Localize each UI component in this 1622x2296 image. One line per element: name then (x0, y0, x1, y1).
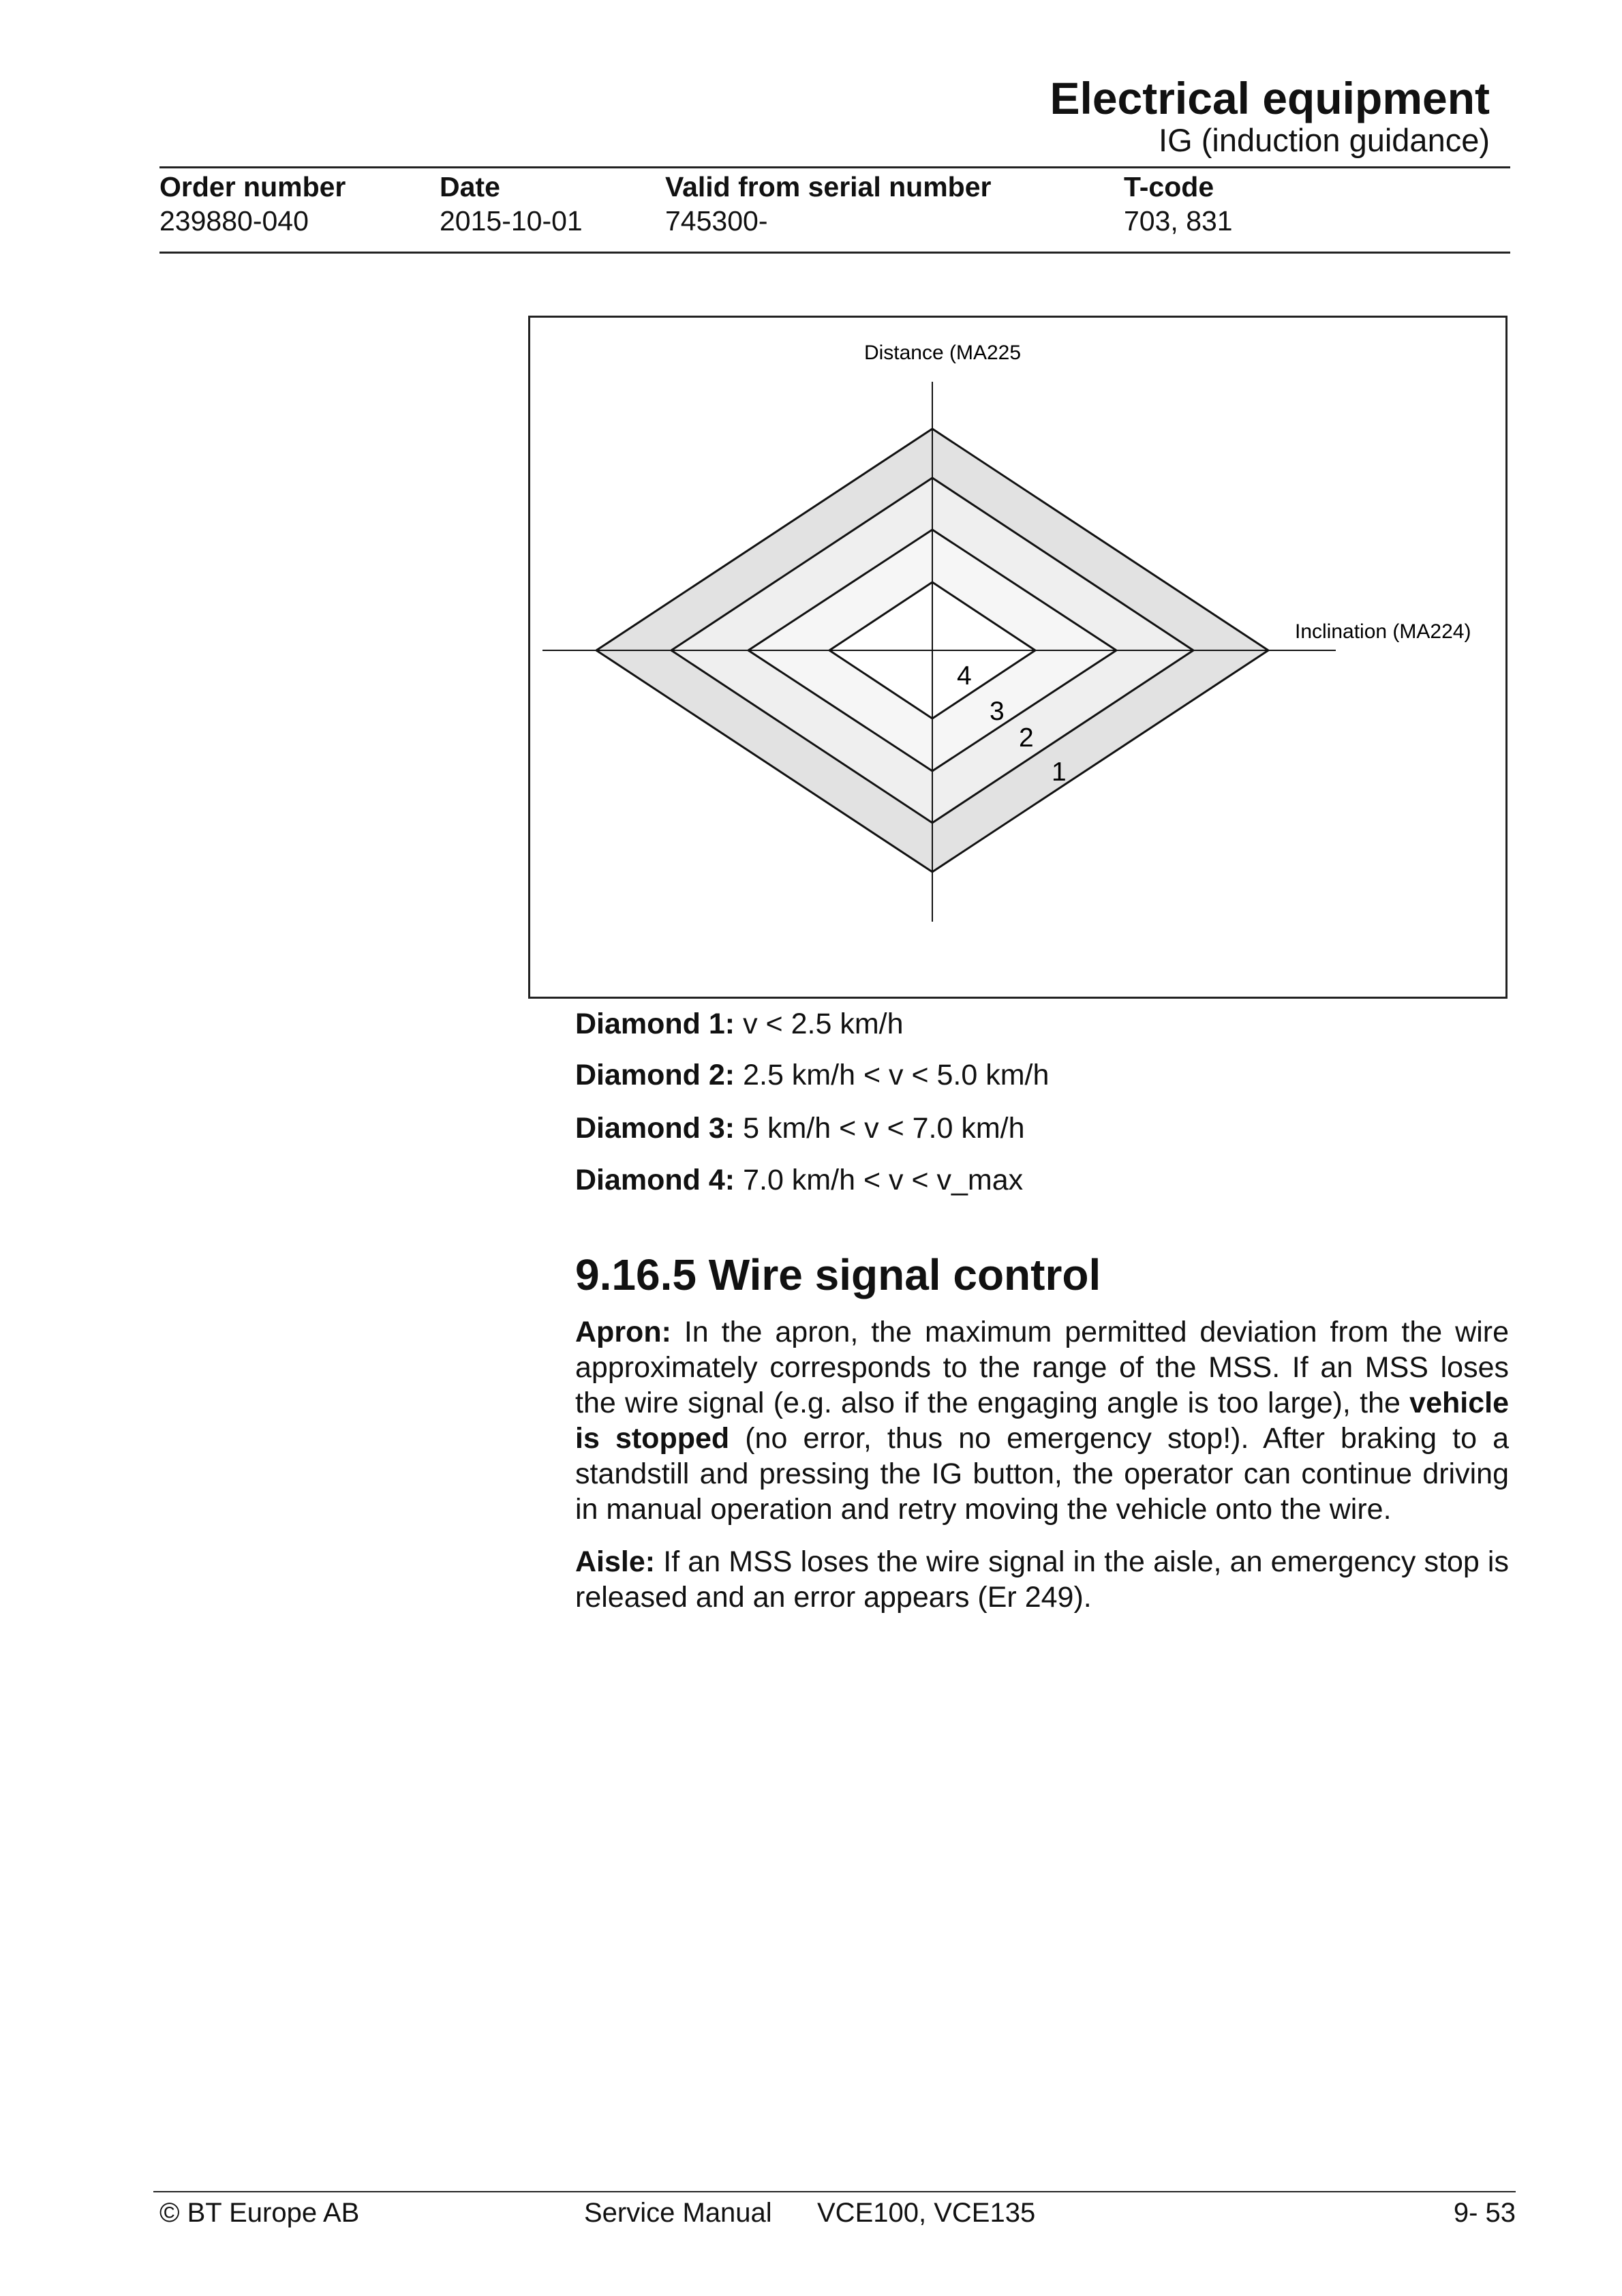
serial-number-label: Valid from serial number (665, 171, 992, 202)
header-rule-top (159, 166, 1510, 168)
footer-models: VCE100, VCE135 (817, 2198, 1036, 2228)
footer-rule (153, 2191, 1516, 2192)
footer-page-number: 9- 53 (1453, 2198, 1516, 2228)
diamond-figure (528, 316, 1508, 999)
aisle-text: If an MSS loses the wire signal in the aisle, an emergency stop is released and an error appears (Er 249). (575, 1545, 1509, 1614)
diamond-4-text: 7.0 km/h < v < v_max (735, 1164, 1024, 1196)
order-number-value: 239880-040 (159, 205, 309, 237)
order-number-label: Order number (159, 171, 346, 202)
t-code-label: T-code (1124, 171, 1214, 202)
aisle-label: Aisle: (575, 1545, 656, 1578)
diamond-number-4: 4 (957, 661, 972, 691)
diamond-3-description (575, 1111, 1025, 1146)
diamond-3-label: Diamond 3: (575, 1112, 735, 1145)
header-rule-bottom (159, 252, 1510, 254)
diamond-1-description (575, 1006, 904, 1042)
apron-paragraph (575, 1314, 1509, 1527)
date-value: 2015-10-01 (440, 205, 583, 237)
diamond-3-text: 5 km/h < v < 7.0 km/h (735, 1112, 1025, 1145)
distance-axis-label: Distance (MA225 (863, 342, 1022, 364)
diamond-number-3: 3 (990, 697, 1005, 726)
diamond-1-text: v < 2.5 km/h (735, 1008, 904, 1040)
diamond-number-1: 1 (1052, 757, 1067, 787)
diamond-diagram (530, 318, 1505, 997)
date-label: Date (440, 171, 500, 202)
diamond-2-label: Diamond 2: (575, 1059, 735, 1091)
apron-text: In the apron, the maximum permitted deviation from the wire approximately corresponds to the range of the MSS. If an MSS loses the wire signal (e.g. also if the engaging angle is too large), the (575, 1316, 1509, 1419)
apron-label: Apron: (575, 1316, 671, 1348)
apron-text-continued: (no error, thus no emergency stop!). After braking to a standstill and pressing the IG button, the operator can continue driving in manual operation and retry moving the vehicle onto the wire. (575, 1422, 1509, 1526)
serial-number-value: 745300- (665, 205, 768, 237)
chapter-subtitle: IG (induction guidance) (1159, 122, 1490, 158)
aisle-paragraph (575, 1544, 1509, 1615)
section-heading: 9.16.5 Wire signal control (575, 1250, 1101, 1299)
t-code-value: 703, 831 (1124, 205, 1233, 237)
diamond-4-description (575, 1162, 1023, 1198)
inclination-axis-label: Inclination (MA224) (1295, 620, 1471, 643)
diamond-2-description (575, 1057, 1049, 1093)
footer-copyright: © BT Europe AB (159, 2198, 360, 2228)
diamond-2-text: 2.5 km/h < v < 5.0 km/h (735, 1059, 1050, 1091)
chapter-title: Electrical equipment (1050, 73, 1490, 123)
apron-emphasis: vehicle is stopped (575, 1387, 1509, 1455)
diamond-number-2: 2 (1019, 723, 1034, 753)
diamond-4-label: Diamond 4: (575, 1164, 735, 1196)
footer-manual: Service Manual (584, 2198, 772, 2228)
diamond-1-label: Diamond 1: (575, 1008, 735, 1040)
